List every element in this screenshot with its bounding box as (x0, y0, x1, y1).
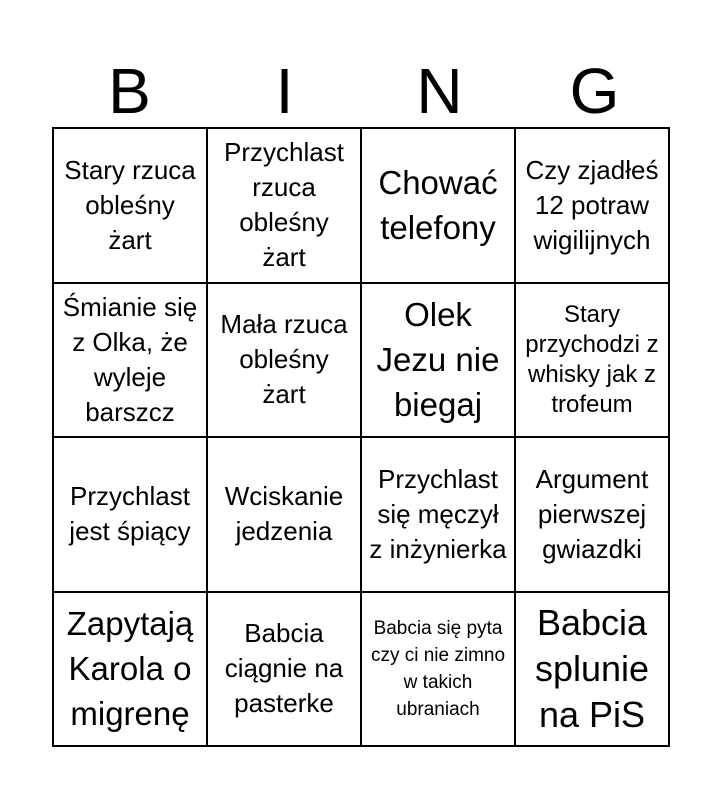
bingo-cell[interactable] (54, 438, 208, 593)
cell-text: Olek Jezu nie biegaj (376, 296, 500, 424)
cell-text: Przychlast jest śpiący (69, 481, 191, 547)
header-letter-b: B (108, 55, 151, 127)
cell-text: Zapytają Karola o migrenę (66, 605, 194, 733)
cell-text: Przychlast rzuca obleśny żart (224, 137, 344, 273)
cell-text: Stary przychodzi z whisky jak z trofeum (525, 300, 659, 418)
cell-text: Argument pierwszej gwiazdki (535, 463, 649, 564)
bingo-cell[interactable] (362, 284, 516, 439)
bingo-cell[interactable] (362, 593, 516, 748)
bingo-cell[interactable] (208, 129, 362, 284)
bingo-cell[interactable] (54, 593, 208, 748)
cell-text: Mała rzuca obleśny żart (220, 309, 348, 410)
bingo-cell[interactable] (54, 284, 208, 439)
bingo-header (52, 55, 672, 127)
cell-text: Babcia ciągnie na pasterke (224, 618, 344, 719)
bingo-cell[interactable] (362, 438, 516, 593)
cell-text: Czy zjadłeś 12 potraw wigilijnych (525, 154, 659, 255)
bingo-cell[interactable] (516, 438, 670, 593)
bingo-cell[interactable] (208, 438, 362, 593)
cell-text: Babcia się pyta czy ci nie zimno w takich ubraniach (370, 617, 506, 720)
cell-text: Śmianie się z Olka, że wyleje barszcz (62, 291, 198, 427)
cell-text: Wciskanie jedzenia (224, 481, 344, 547)
cell-text: Przychlast się męczył z inżynierka (369, 463, 507, 564)
bingo-board (52, 127, 670, 747)
header-letter-g: G (569, 55, 620, 127)
header-letter-i: I (275, 55, 294, 127)
header-letter-n: N (416, 55, 463, 127)
bingo-cell[interactable] (208, 284, 362, 439)
bingo-cell[interactable] (362, 129, 516, 284)
cell-text: Babcia splunie na PiS (534, 601, 650, 735)
bingo-cell[interactable] (516, 129, 670, 284)
cell-text: Chować telefony (378, 164, 498, 247)
bingo-cell[interactable] (54, 129, 208, 284)
bingo-cell[interactable] (208, 593, 362, 748)
bingo-cell[interactable] (516, 284, 670, 439)
bingo-cell[interactable] (516, 593, 670, 748)
cell-text: Stary rzuca obleśny żart (64, 154, 196, 255)
